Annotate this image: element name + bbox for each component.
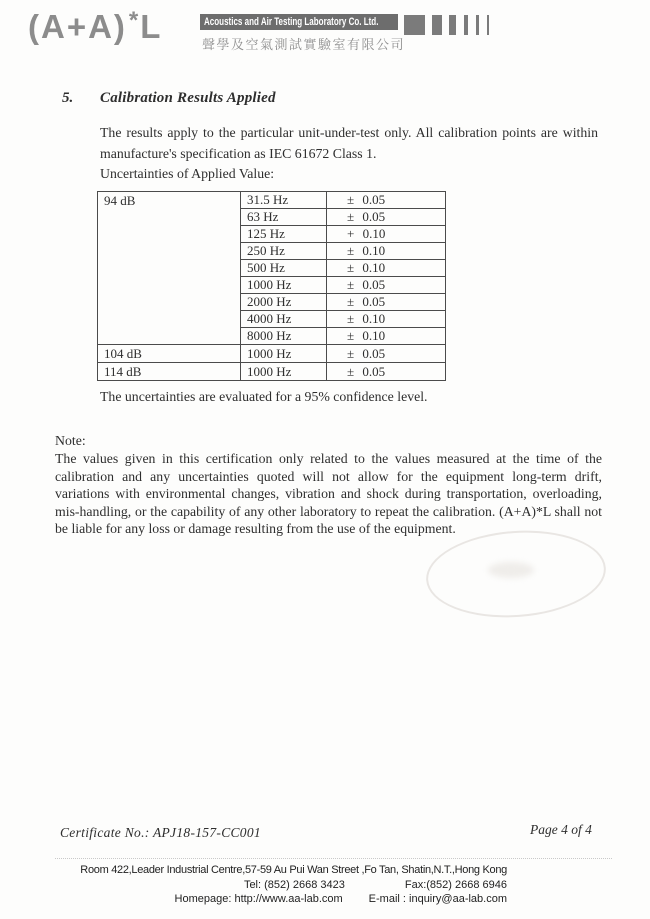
uncertainty-cell: ± 0.10 [327,328,446,345]
footer-divider [55,858,612,859]
level-cell: 94 dB [98,192,241,345]
frequency-cell: 1000 Hz [241,345,327,363]
frequency-cell: 31.5 Hz [241,192,327,209]
results-paragraph: The results apply to the particular unit-under-test only. All calibration points are within manufacture's specification as IEC 61672 Class 1. [100,125,598,161]
confidence-note: The uncertainties are evaluated for a 95% confidence level. [100,389,428,404]
uncertainty-cell: + 0.10 [327,226,446,243]
uncertainty-cell: ± 0.10 [327,260,446,277]
footer-homepage: Homepage: http://www.aa-lab.com [174,893,343,905]
certificate-number: Certificate No.: APJ18-157-CC001 [60,825,261,840]
frequency-cell: 1000 Hz [241,277,327,294]
uncertainty-cell: ± 0.05 [327,363,446,381]
uncertainty-cell: ± 0.10 [327,243,446,260]
company-logo [28,7,163,45]
table-row [98,363,446,381]
uncertainty-cell: ± 0.05 [327,345,446,363]
uncertainty-cell: ± 0.05 [327,209,446,226]
footer-address: Room 422,Leader Industrial Centre,57-59 Au Pui Wan Street ,Fo Tan, Shatin,N.T.,Hong Kong [80,864,507,876]
frequency-cell: 250 Hz [241,243,327,260]
uncertainty-cell: ± 0.10 [327,311,446,328]
frequency-cell: 4000 Hz [241,311,327,328]
note-paragraph: The values given in this certification only related to the values measured at the time of the calibration and any uncertainties quoted will not allow for the equipment long-term drift, variations with environmental changes, vibration and shock during transportation, overloading, mis-handling, or the capability of any other laboratory to repeat the calibration. (A+A)*L shall not be liable for any loss or damage resulting from the use of the equipment. [55,451,602,537]
footer-email: E-mail : inquiry@aa-lab.com [368,893,507,905]
table-row [98,345,446,363]
frequency-cell: 500 Hz [241,260,327,277]
frequency-cell: 63 Hz [241,209,327,226]
footer-tel-fax-line [80,878,507,893]
logo-asterisk: * [128,7,141,34]
logo-suffix: L [140,8,163,45]
page-number: Page 4 of 4 [530,822,592,837]
footer-fax: Fax:(852) 2668 6946 [404,878,507,891]
frequency-cell: 2000 Hz [241,294,327,311]
section-title: Calibration Results Applied [100,90,276,106]
frequency-cell: 8000 Hz [241,328,327,345]
frequency-cell: 1000 Hz [241,363,327,381]
footer-tel: Tel: (852) 2668 3423 [243,878,345,891]
footer-web-line [80,892,507,907]
uncertainty-cell: ± 0.05 [327,294,446,311]
stamp-smudge [488,562,534,578]
barcode-marks-icon [404,15,489,35]
frequency-cell: 125 Hz [241,226,327,243]
level-cell: 104 dB [98,345,241,363]
note-label: Note: [55,433,86,448]
uncertainties-table [97,191,446,381]
uncertainty-cell: ± 0.05 [327,192,446,209]
table-caption: Uncertainties of Applied Value: [100,166,275,181]
section-number: 5. [62,90,74,106]
company-name-banner: Acoustics and Air Testing Laboratory Co. Ltd. [200,14,398,30]
table-row [98,192,446,209]
footer-contact-block [80,863,507,907]
level-cell: 114 dB [98,363,241,381]
uncertainty-cell: ± 0.05 [327,277,446,294]
logo-text: (A+A) [28,8,127,45]
company-name-chinese: 聲學及空氣測試實驗室有限公司 [202,37,406,52]
